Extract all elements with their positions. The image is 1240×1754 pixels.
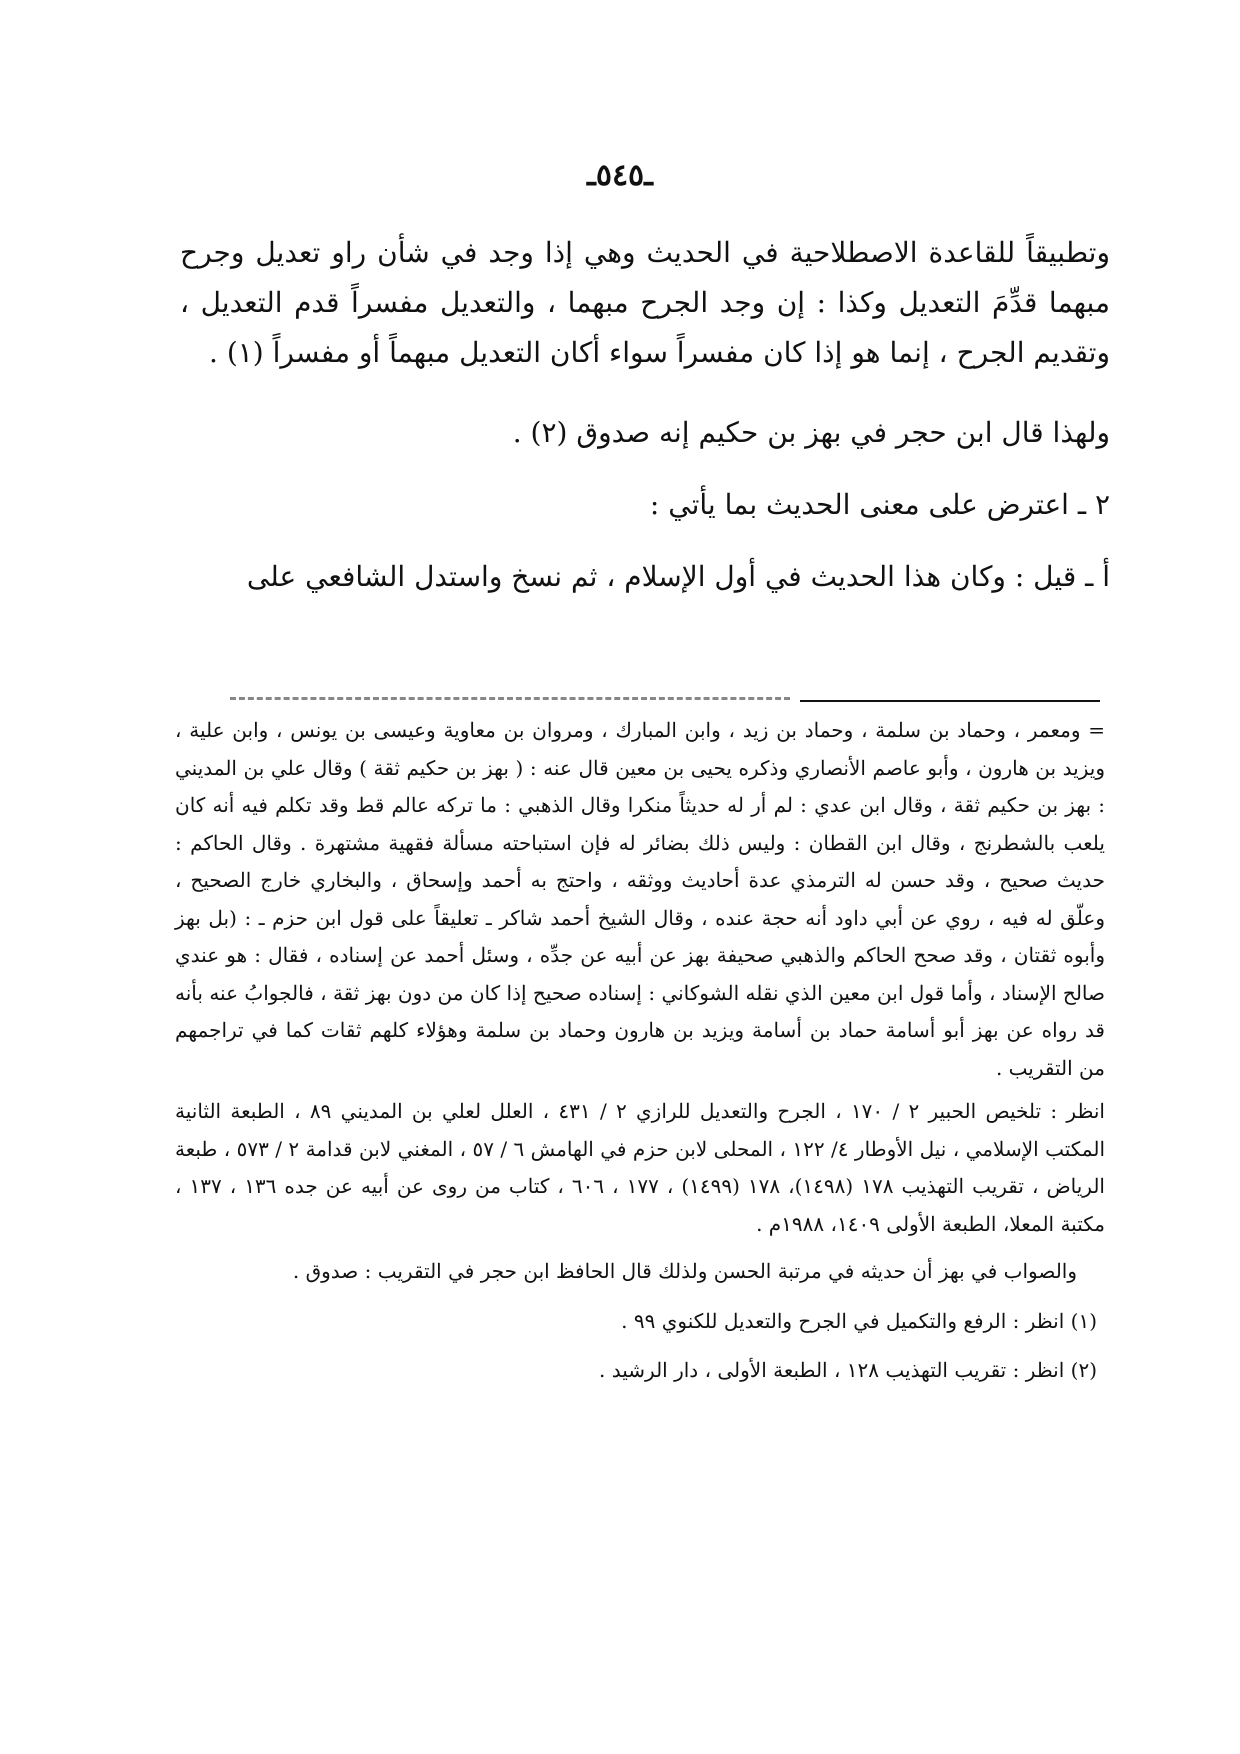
main-text	[180, 228, 1110, 624]
footnote-references: انظر : تلخيص الحبير ٢ / ١٧٠ ، الجرح والتعديل للرازي ٢ / ٤٣١ ، العلل لعلي بن المديني ٨٩ ، الطبعة الثانية المكتب الإسلامي ، نيل الأوطار ٤/ ١٢٢ ، المحلى لابن حزم في الهامش ٦ / ٥٧ ، المغني لابن قدامة ٢ / ٥٧٣ ، طبعة الرياض ، تقريب التهذيب ١٧٨ (١٤٩٨)، ١٧٨ (١٤٩٩) ، ١٧٧ ، ٦٠٦ ، كتاب من روى عن أبيه عن جده ١٣٦ ، ١٣٧ ، مكتبة المعلا، الطبعة الأولى ١٤٠٩، ١٩٨٨م .	[175, 1099, 1106, 1236]
footnotes	[175, 712, 1105, 1390]
main-paragraph: ٢ ـ اعترض على معنى الحديث بما يأتي :	[649, 488, 1110, 521]
footnote-2: (٢) انظر : تقريب التهذيب ١٢٨ ، الطبعة الأولى ، دار الرشيد .	[599, 1358, 1097, 1382]
footnote-separator	[800, 700, 1100, 702]
main-paragraph: وتطبيقاً للقاعدة الاصطلاحية في الحديث وهي إذا وجد في شأن راو تعديل وجرح مبهما قدِّمَ التعديل وكذا : إن وجد الجرح مبهما ، والتعديل مفسراً قدم التعديل ، وتقديم الجرح ، إنما هو إذا كان مفسراً سواء أكان التعديل مبهماً أو مفسراً (١) .	[180, 236, 1110, 369]
footnote-continuation: = ومعمر ، وحماد بن سلمة ، وحماد بن زيد ، وابن المبارك ، ومروان بن معاوية وعيسى بن يونس ، وابن علية ، ويزيد بن هارون ، وأبو عاصم الأنصاري وذكره يحيى بن معين قال عنه : ( بهز بن حكيم ثقة ) وقال علي بن المديني : بهز بن حكيم ثقة ، وقال ابن عدي : لم أر له حديثاً منكرا وقال الذهبي : ما تركه عالم قط وقد تكلم فيه أنه كان يلعب بالشطرنج ، وقال ابن القطان : وليس ذلك بضائر له فإن استباحته مسألة فقهية مشتهرة . وقال الحاكم : حديث صحيح ، وقد حسن له الترمذي عدة أحاديث ووثقه ، واحتج به أحمد وإسحاق ، والبخاري خارج الصحيح ، وعلّق له فيه ، روي عن أبي داود أنه حجة عنده ، وقال الشيخ أحمد شاكر ـ تعليقاً على قول ابن حزم ـ : (بل بهز وأبوه ثقتان ، وقد صحح الحاكم والذهبي صحيفة بهز عن أبيه عن جدِّه ، وسئل أحمد عن إسناده ، فقال : هو عندي صالح الإسناد ، وأما قول ابن معين الذي نقله الشوكاني : إسناده صحيح إذا كان من دون بهز ثقة ، فالجوابُ عنه بأنه قد رواه عن بهز أبو أسامة حماد بن أسامة ويزيد بن هارون وحماد بن سلمة وهؤلاء كلهم ثقات كما في تراجمهم من التقريب .	[175, 718, 1105, 1080]
main-paragraph: ولهذا قال ابن حجر في بهز بن حكيم إنه صدوق (٢) .	[512, 416, 1110, 449]
footnote-1: (١) انظر : الرفع والتكميل في الجرح والتعديل للكنوي ٩٩ .	[621, 1308, 1097, 1333]
main-paragraph: أ ـ قيل : وكان هذا الحديث في أول الإسلام ، ثم نسخ واستدل الشافعي على	[246, 560, 1110, 593]
footnote-conclusion: والصواب في بهز أن حديثه في مرتبة الحسن ولذلك قال الحافظ ابن حجر في التقريب : صدوق .	[292, 1259, 1077, 1283]
footnote-separator-dashes	[230, 697, 790, 700]
page-number: ـ٥٤٥ـ	[587, 158, 653, 193]
